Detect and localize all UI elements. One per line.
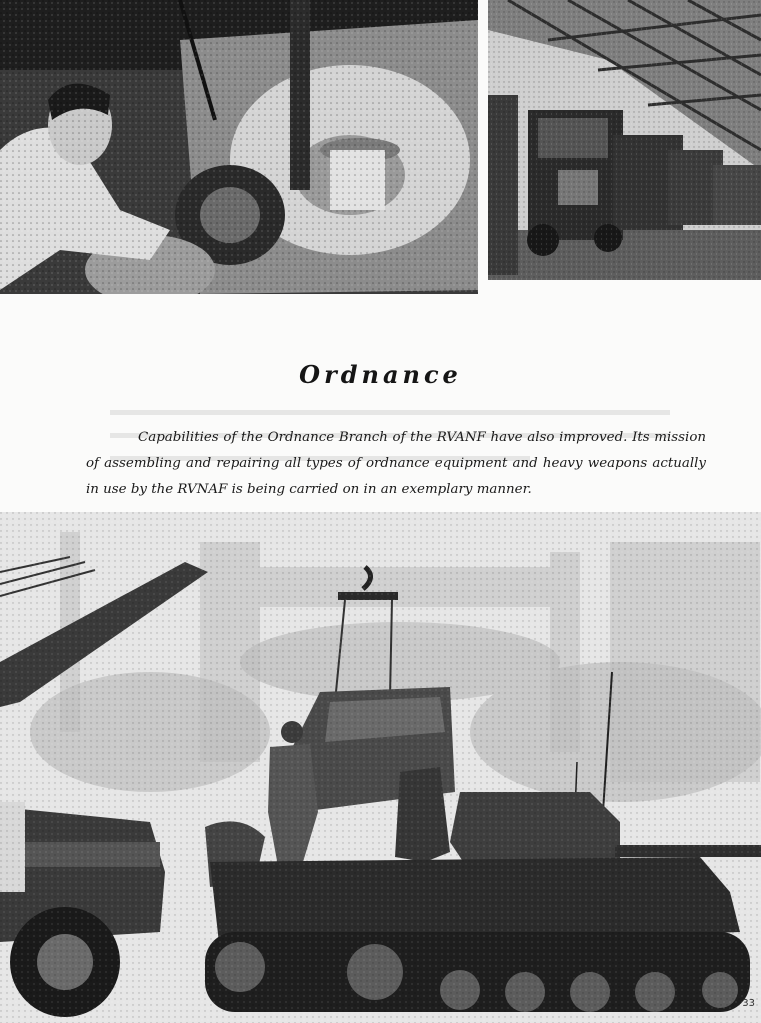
crane-tank-photo xyxy=(0,512,761,1023)
trucks-photo xyxy=(488,0,761,280)
section-paragraph: Capabilities of the Ordnance Branch of the RVANF have also improved. Its mission of assembling and repairing all types of ordnance equipment and heavy weapons actually in use by the RVNAF is being carried on in an exemplary manner. xyxy=(86,430,706,497)
page-number: 33 xyxy=(742,998,755,1009)
mechanic-photo xyxy=(0,0,478,294)
section-title: Ordnance xyxy=(299,360,462,389)
